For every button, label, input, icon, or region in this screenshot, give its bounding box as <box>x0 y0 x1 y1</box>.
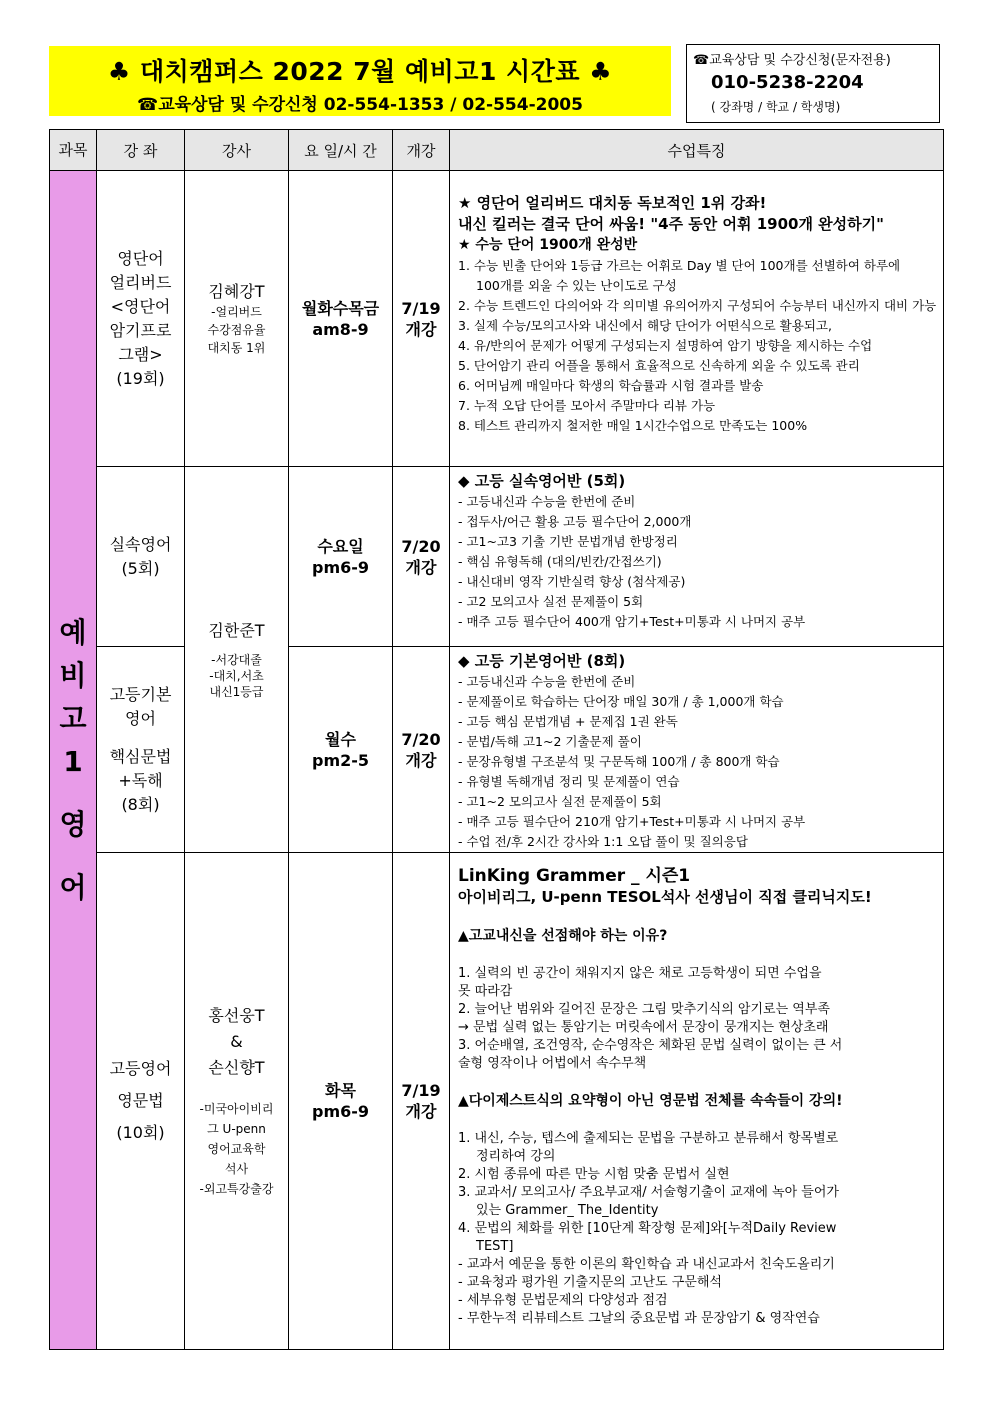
table-row <box>50 647 944 853</box>
page-subtitle: ☎교육상담 및 수강신청 02-554-1353 / 02-554-2005 <box>137 95 583 115</box>
col-course: 강 좌 <box>97 130 185 171</box>
time-cell: 화목 pm6-9 <box>289 853 393 1350</box>
time-cell: 수요일 pm6-9 <box>289 467 393 647</box>
header <box>49 44 942 126</box>
time-cell: 월수 pm2-5 <box>289 647 393 853</box>
teacher-cell: 홍선웅T & 손신향T -미국아이비리 그 U-penn 영어교육학 석사 -외고특강출강 <box>185 853 289 1350</box>
features-cell: ◆ 고등 실속영어반 (5회) - 고등내신과 수능을 한번에 준비 - 접두사/어근 활용 고등 필수단어 2,000개 - 고1~고3 기출 기반 문법개념 한방정리 - 핵심 유형독해 (대의/빈칸/간접쓰기) - 내신대비 영작 기반실력 향상 (첨삭제공) - 고2 모의고사 실전 문제풀이 5회 - 매주 고등 필수단어 400개 암기+Test+미통과 시 나머지 공부 <box>450 467 944 647</box>
features-cell: LinKing Grammer _ 시즌1 아이비리그, U-penn TESOL석사 선생님이 직접 클리닉지도! ▲고교내신을 선점해야 하는 이유? 1. 실력의 빈 공간이 채워지지 않은 채로 고등학생이 되면 수업을 못 따라감 2. 늘어난 범위와 길어진 문장은 그림 맞추기식의 암기로는 역부족 → 문법 실력 없는 통암기는 머릿속에서 문장이 뭉개지는 현상초래 3. 어순배열, 조건영작, 순수영작은 체화된 문법 실력이 없이는 큰 서 술형 영작이나 어법에서 속수무책 ▲다이제스트식의 요약형이 아닌 영문법 전체를 속속들이 강의! 1. 내신, 수능, 텝스에 출제되는 문법을 구분하고 분류해서 항목별로 정리하여 강의 2. 시험 종류에 따른 만능 시험 맞춤 문법서 실현 3. 교과서/ 모의고사/ 주요부교재/ 서술형기출이 교재에 녹아 들어가 있는 Grammer_ The_Identity 4. 문법의 체화를 위한 [10단계 확장형 문제]와[누적Daily Review TEST] - 교과서 예문을 통한 이론의 확인학습 과 내신교과서 친숙도올리기 - 교육청과 평가원 기출지문의 고난도 구문해석 - 세부유형 문법문제의 다양성과 점검 - 무한누적 리뷰테스트 그날의 중요문법 과 문장암기 & 영작연습 <box>450 853 944 1350</box>
open-cell: 7/19 개강 <box>393 853 450 1350</box>
table-row <box>50 467 944 647</box>
col-features: 수업특징 <box>450 130 944 171</box>
contact-note: ( 강좌명 / 학교 / 학생명) <box>711 100 841 114</box>
contact-phone: 010-5238-2204 <box>711 72 864 93</box>
page-title: ♣ 대치캠퍼스 2022 7월 예비고1 시간표 ♣ <box>107 57 613 86</box>
time-cell: 월화수목금 am8-9 <box>289 171 393 467</box>
timetable <box>49 129 944 1350</box>
teacher-cell: 김혜강T -얼리버드 수강점유율 대치동 1위 <box>185 171 289 467</box>
course-cell: 영단어 얼리버드 <영단어 암기프로 그램> (19회) <box>97 171 185 467</box>
col-subject: 과목 <box>50 130 97 171</box>
course-cell: 고등기본 영어 핵심문법 +독해 (8회) <box>97 647 185 853</box>
col-time: 요 일/시 간 <box>289 130 393 171</box>
open-cell: 7/19 개강 <box>393 171 450 467</box>
title-banner <box>49 46 671 116</box>
col-teacher: 강사 <box>185 130 289 171</box>
table-row <box>50 853 944 1350</box>
teacher-cell: 김한준T -서강대졸 -대치,서초 내신1등급 <box>185 467 289 853</box>
features-cell: ◆ 고등 기본영어반 (8회) - 고등내신과 수능을 한번에 준비 - 문제풀이로 학습하는 단어장 매일 30개 / 총 1,000개 학습 - 고등 핵심 문법개념 + 문제집 1권 완독 - 문법/독해 고1~2 기출문제 풀이 - 문장유형별 구조분석 및 구문독해 100개 / 총 800개 학습 - 유형별 독해개념 정리 및 문제풀이 연습 - 고1~2 모의고사 실전 문제풀이 5회 - 매주 고등 필수단어 210개 암기+Test+미통과 시 나머지 공부 - 수업 전/후 2시간 강사와 1:1 오답 풀이 및 질의응답 <box>450 647 944 853</box>
contact-label: ☎교육상담 및 수강신청(문자전용) <box>693 53 891 68</box>
course-cell: 고등영어 영문법 (10회) <box>97 853 185 1350</box>
open-cell: 7/20 개강 <box>393 467 450 647</box>
open-cell: 7/20 개강 <box>393 647 450 853</box>
contact-box <box>686 44 940 123</box>
course-cell: 실속영어 (5회) <box>97 467 185 647</box>
col-open: 개강 <box>393 130 450 171</box>
table-row <box>50 171 944 467</box>
subject-cell: 예 비 고 1 영 어 <box>50 171 97 1350</box>
features-cell: ★ 영단어 얼리버드 대치동 독보적인 1위 강좌! 내신 킬러는 결국 단어 싸움! "4주 동안 어휘 1900개 완성하기" ★ 수능 단어 1900개 완성반 1. 수능 빈출 단어와 1등급 가르는 어휘로 Day 별 단어 100개를 선별하여 하루에 100개를 외울 수 있는 난이도로 구성 2. 수능 트렌드인 다의어와 각 의미별 유의어까지 구성되어 수능부터 내신까지 대비 가능 3. 실제 수능/모의고사와 내신에서 해당 단어가 어떤식으로 활용되고, 4. 유/반의어 문제가 어떻게 구성되는지 설명하여 암기 방향을 제시하는 수업 5. 단어암기 관리 어플을 통해서 효율적으로 신속하게 외울 수 있도록 관리 6. 어머님께 매일마다 학생의 학습률과 시험 결과를 발송 7. 누적 오답 단어를 모아서 주말마다 리뷰 가능 8. 테스트 관리까지 철저한 매일 1시간수업으로 만족도는 100% <box>450 171 944 467</box>
table-header-row <box>50 130 944 171</box>
